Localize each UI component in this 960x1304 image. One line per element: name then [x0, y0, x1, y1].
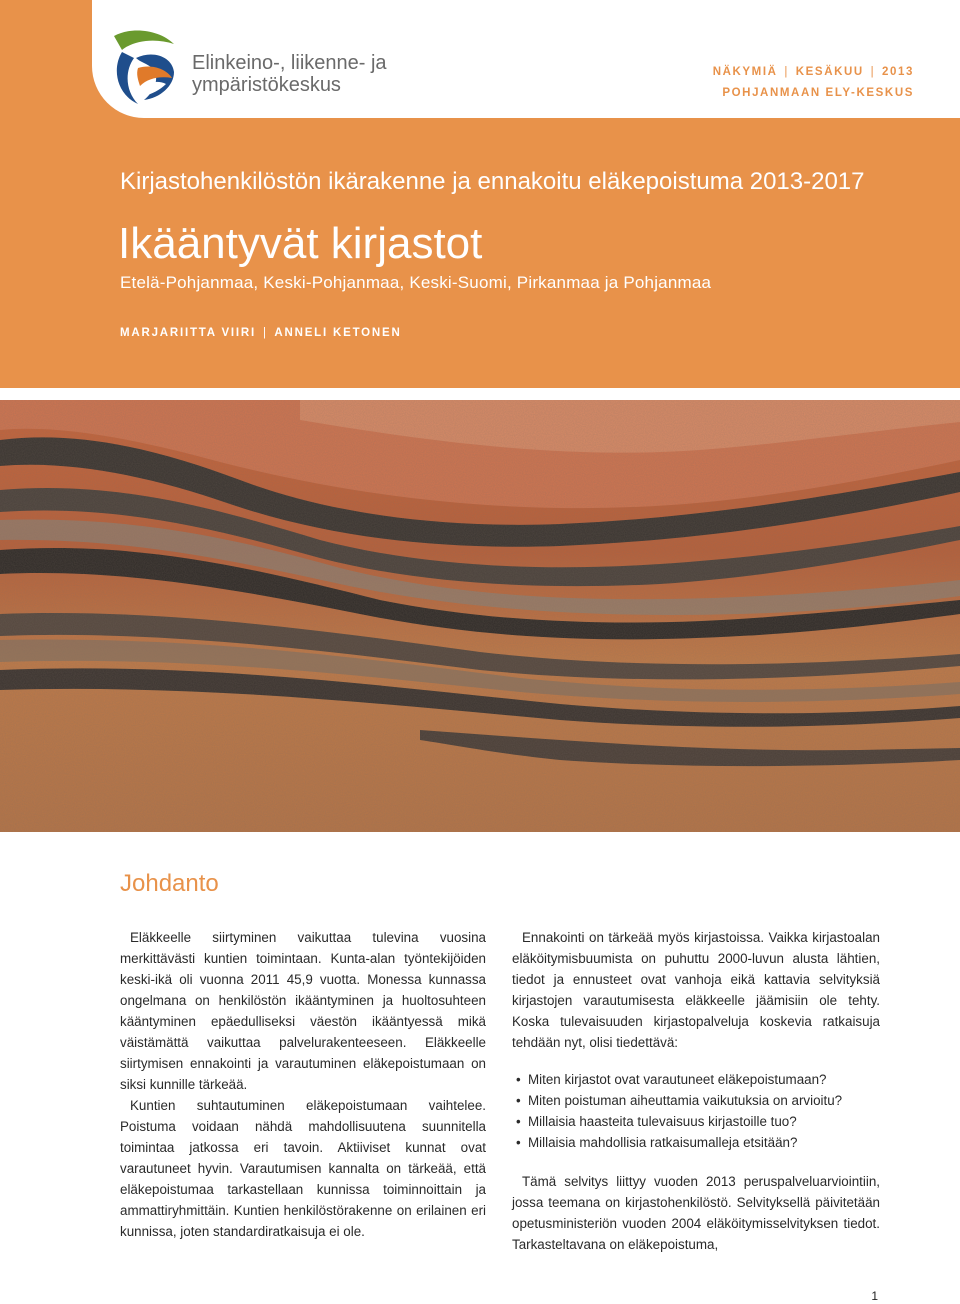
- pub-month: KESÄKUU: [795, 66, 864, 78]
- pub-separator: |: [784, 66, 789, 78]
- org-name-line1: Elinkeino-, liikenne- ja: [192, 52, 387, 74]
- left-column: [120, 927, 486, 1242]
- org-name: [192, 52, 387, 96]
- list-item: • Miten kirjastot ovat varautuneet eläkepoistumaan?: [512, 1069, 880, 1090]
- author-name: MARJARIITTA VIIRI: [120, 327, 257, 339]
- author-name: ANNELI KETONEN: [274, 327, 402, 339]
- cover-authors: [120, 327, 402, 339]
- pub-year: 2013: [882, 66, 914, 78]
- author-separator: |: [263, 327, 268, 339]
- question-list: [512, 1069, 880, 1153]
- body-paragraph: Ennakointi on tärkeää myös kirjastoissa. Vaikka kirjastoalan eläköitymisbuumista on puhuttu 2000-luvun alusta lähtien, tiedot ja ennusteet ovat vanhoja eikä kattavia selvityksiä kirjastojen varautumisesta eläkkeelle jäämisiin ole tehty. Koska tulevaisuuden kirjastopalveluja koskevia ratkaisuja tehdään nyt, olisi tiedettävä:: [512, 930, 880, 1050]
- page-number: 1: [871, 1289, 878, 1303]
- org-name-line2: ympäristökeskus: [192, 74, 341, 96]
- cover-rock-photo: [0, 400, 960, 832]
- pub-series: NÄKYMIÄ: [712, 66, 778, 78]
- body-paragraph: Kuntien suhtautuminen eläkepoistumaan vaihtelee. Poistuma voidaan nähdä mahdollisuutena suunnitella toimintaa jatkossa eri tavoin. Aktiiviset kunnat ovat varautuneet hyvin. Varautumisen kannalta on tärkeää, että eläkepoistumaa tarkastellaan kunnissa toiminnoittain ja ammattiryhmittäin. Kuntien henkilöstörakenne on erilainen eri kunnissa, joten standardiratkaisuja ei ole.: [120, 1098, 486, 1239]
- body-paragraph: Tämä selvitys liittyy vuoden 2013 peruspalveluarviointiin, jossa teemana on kirjastohenkilöstö. Selvityksellä päivitetään opetusministeriön vuoden 2004 eläköitymisselvityksen tiedot. Tarkasteltavana on eläkepoistuma,: [512, 1174, 880, 1252]
- list-item: • Millaisia mahdollisia ratkaisumalleja etsitään?: [512, 1132, 880, 1153]
- cover-regions: Etelä-Pohjanmaa, Keski-Pohjanmaa, Keski-Suomi, Pirkanmaa ja Pohjanmaa: [120, 273, 712, 292]
- pub-separator: |: [870, 66, 876, 78]
- publisher: POHJANMAAN ELY-KESKUS: [722, 87, 914, 99]
- section-heading: Johdanto: [120, 870, 219, 897]
- list-item: • Miten poistuman aiheuttamia vaikutuksia on arvioitu?: [512, 1090, 880, 1111]
- list-item: • Millaisia haasteita tulevaisuus kirjastoille tuo?: [512, 1111, 880, 1132]
- cover-subtitle: Kirjastohenkilöstön ikärakenne ja ennakoitu eläkepoistuma 2013-2017: [120, 168, 865, 195]
- body-paragraph: Eläkkeelle siirtyminen vaikuttaa tulevina vuosina merkittävästi kuntien toimintaan. Kunta-alan työntekijöiden keski-ikä oli vuonna 2011 45,9 vuotta. Monessa kunnassa ongelmana on henkilöstön ikääntyminen ja huoltosuhteen kääntyminen epäedulliseksi väestön ikääntyessä mikä väistämättä vaikuttaa palvelurakenteeseen. Eläkkeelle siirtymisen ennakointi ja varautuminen eläkepoistumaan on siksi kunnille tärkeää.: [120, 930, 486, 1092]
- right-column: [512, 927, 880, 1255]
- publication-info: [713, 62, 914, 104]
- ely-logo-icon: [108, 28, 180, 106]
- cover-title: Ikääntyvät kirjastot: [118, 219, 483, 268]
- publication-series-line: [713, 62, 914, 83]
